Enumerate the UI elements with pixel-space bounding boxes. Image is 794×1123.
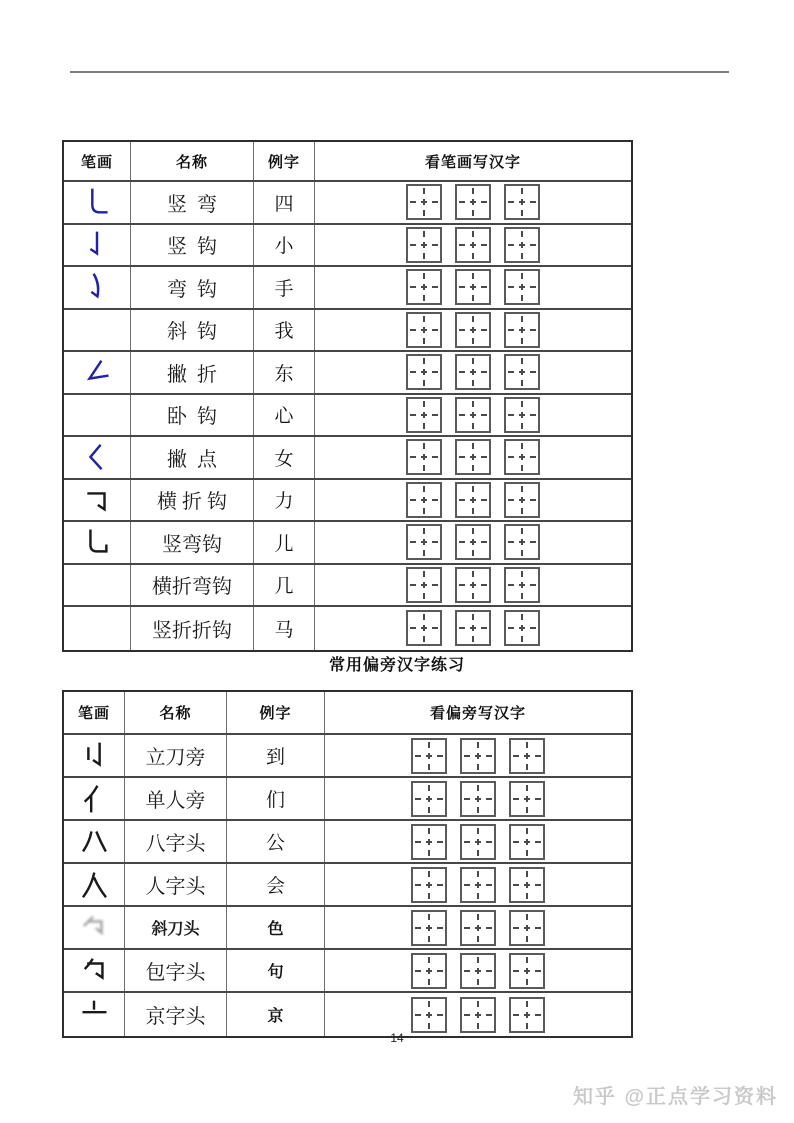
table-row [64, 395, 631, 438]
practice-grid [411, 824, 447, 860]
practice-grid-group [406, 354, 540, 390]
table-row [64, 864, 631, 907]
practice-grid [504, 312, 540, 348]
practice-grid [460, 824, 496, 860]
practice-grid [460, 910, 496, 946]
practice-grid-group [411, 738, 545, 774]
jing-stroke-icon [79, 1000, 109, 1030]
table-row [64, 267, 631, 310]
practice-grid [455, 439, 491, 475]
practice-grid [509, 953, 545, 989]
stroke-practice-table [62, 140, 633, 652]
practice-cell [325, 950, 631, 991]
stroke-cell [64, 821, 125, 862]
practice-grid [406, 354, 442, 390]
example-char: 儿 [254, 522, 315, 563]
practice-grid [411, 997, 447, 1033]
practice-grid [455, 354, 491, 390]
column-header-example: 例字 [227, 692, 325, 733]
practice-grid-group [406, 397, 540, 433]
stroke-cell [64, 182, 131, 223]
practice-grid [504, 610, 540, 646]
stroke-cell [64, 352, 131, 393]
stroke-cell [64, 993, 125, 1036]
practice-grid [411, 781, 447, 817]
example-char: 手 [254, 267, 315, 308]
practice-grid [455, 524, 491, 560]
practice-grid-group [406, 567, 540, 603]
practice-grid [406, 397, 442, 433]
example-char: 马 [254, 607, 315, 650]
table-row [64, 310, 631, 353]
stroke-name: 斜 钩 [131, 310, 254, 351]
stroke-cell [64, 778, 125, 819]
practice-grid-group [406, 269, 540, 305]
column-header-stroke: 笔画 [64, 692, 125, 733]
practice-grid-group [406, 482, 540, 518]
stroke-name: 竖 钩 [131, 225, 254, 266]
example-char: 力 [254, 480, 315, 521]
practice-grid [406, 610, 442, 646]
practice-grid [406, 567, 442, 603]
practice-grid [509, 910, 545, 946]
practice-grid [406, 439, 442, 475]
practice-grid-group [411, 824, 545, 860]
stroke-cell [64, 735, 125, 776]
shu-gou-stroke-icon [82, 230, 112, 260]
example-char: 女 [254, 437, 315, 478]
column-header-practice: 看偏旁写汉字 [325, 692, 631, 733]
practice-grid [460, 867, 496, 903]
practice-grid [509, 997, 545, 1033]
example-char: 们 [227, 778, 325, 819]
practice-cell [315, 395, 631, 436]
column-header-practice: 看笔画写汉字 [315, 142, 631, 180]
stroke-name: 竖折折钩 [131, 607, 254, 650]
stroke-name: 撇 折 [131, 352, 254, 393]
example-char: 句 [227, 950, 325, 991]
stroke-cell [64, 310, 131, 351]
practice-cell [315, 437, 631, 478]
practice-cell [325, 735, 631, 776]
watermark: 知乎 @正点学习资料 [572, 1086, 778, 1108]
practice-grid [504, 269, 540, 305]
table-row [64, 225, 631, 268]
practice-cell [325, 821, 631, 862]
practice-grid [406, 184, 442, 220]
practice-grid-group [406, 184, 540, 220]
practice-cell [315, 522, 631, 563]
practice-grid [406, 227, 442, 263]
column-header-name: 名称 [125, 692, 227, 733]
stroke-name: 弯 钩 [131, 267, 254, 308]
practice-grid-group [406, 610, 540, 646]
stroke-cell [64, 522, 131, 563]
stroke-name: 撇 点 [131, 437, 254, 478]
table-row [64, 522, 631, 565]
table-row [64, 565, 631, 608]
stroke-cell [64, 437, 131, 478]
practice-grid [455, 567, 491, 603]
practice-cell [325, 993, 631, 1036]
xie-dao-stroke-icon [79, 913, 109, 943]
stroke-name: 横 折 钩 [131, 480, 254, 521]
practice-cell [315, 182, 631, 223]
practice-cell [315, 225, 631, 266]
practice-grid [455, 227, 491, 263]
practice-grid [455, 610, 491, 646]
stroke-cell [64, 480, 131, 521]
practice-grid [460, 781, 496, 817]
section-title: 常用偏旁汉字练习 [328, 657, 465, 674]
practice-grid-group [411, 953, 545, 989]
practice-grid [411, 953, 447, 989]
example-char: 到 [227, 735, 325, 776]
ren-stroke-icon [79, 870, 109, 900]
practice-grid [406, 482, 442, 518]
practice-grid [455, 482, 491, 518]
practice-cell [315, 565, 631, 606]
example-char: 四 [254, 182, 315, 223]
table-row [64, 182, 631, 225]
practice-grid [509, 824, 545, 860]
example-char: 公 [227, 821, 325, 862]
practice-grid [504, 439, 540, 475]
stroke-name: 横折弯钩 [131, 565, 254, 606]
practice-grid [504, 524, 540, 560]
table1-header-row [64, 142, 631, 182]
practice-grid [504, 567, 540, 603]
stroke-cell [64, 395, 131, 436]
column-header-example: 例字 [254, 142, 315, 180]
example-char: 会 [227, 864, 325, 905]
practice-grid [455, 184, 491, 220]
stroke-name: 竖 弯 [131, 182, 254, 223]
practice-grid-group [406, 312, 540, 348]
practice-grid-group [406, 439, 540, 475]
practice-grid-group [411, 910, 545, 946]
ba-stroke-icon [79, 827, 109, 857]
stroke-cell [64, 907, 125, 948]
practice-grid [509, 867, 545, 903]
practice-grid [406, 269, 442, 305]
stroke-cell [64, 950, 125, 991]
dan-ren-stroke-icon [79, 784, 109, 814]
practice-cell [325, 778, 631, 819]
practice-cell [315, 352, 631, 393]
bao-stroke-icon [79, 956, 109, 986]
practice-grid [504, 397, 540, 433]
example-char: 京 [227, 993, 325, 1036]
practice-grid [460, 997, 496, 1033]
table-row [64, 607, 631, 650]
stroke-cell [64, 267, 131, 308]
page-number: 14 [390, 1031, 404, 1045]
practice-grid [455, 397, 491, 433]
table-row [64, 480, 631, 523]
practice-grid-group [411, 867, 545, 903]
stroke-name: 卧 钩 [131, 395, 254, 436]
practice-grid [504, 227, 540, 263]
practice-grid [455, 269, 491, 305]
stroke-name: 竖弯钩 [131, 522, 254, 563]
practice-cell [325, 907, 631, 948]
practice-grid [504, 354, 540, 390]
practice-cell [315, 310, 631, 351]
table-row [64, 778, 631, 821]
practice-grid-group [411, 781, 545, 817]
practice-grid-group [406, 227, 540, 263]
practice-grid [411, 910, 447, 946]
table-row [64, 907, 631, 950]
wan-gou-stroke-icon [82, 272, 112, 302]
pie-zhe-stroke-icon [82, 357, 112, 387]
practice-cell [315, 480, 631, 521]
column-header-name: 名称 [131, 142, 254, 180]
table-row [64, 993, 631, 1036]
example-char: 色 [227, 907, 325, 948]
practice-grid [455, 312, 491, 348]
header-rule [70, 71, 729, 73]
practice-grid-group [411, 997, 545, 1033]
stroke-name: 八字头 [125, 821, 227, 862]
practice-grid [411, 738, 447, 774]
table-row [64, 735, 631, 778]
shu-wan-gou-stroke-icon [82, 527, 112, 557]
stroke-name: 京字头 [125, 993, 227, 1036]
stroke-cell [64, 565, 131, 606]
practice-cell [315, 267, 631, 308]
example-char: 几 [254, 565, 315, 606]
practice-grid [460, 953, 496, 989]
practice-grid [504, 184, 540, 220]
practice-grid [504, 482, 540, 518]
practice-cell [325, 864, 631, 905]
practice-grid [411, 867, 447, 903]
stroke-name: 包字头 [125, 950, 227, 991]
table-row [64, 352, 631, 395]
stroke-cell [64, 607, 131, 650]
stroke-name: 斜刀头 [125, 907, 227, 948]
radical-practice-table [62, 690, 633, 1038]
example-char: 我 [254, 310, 315, 351]
example-char: 心 [254, 395, 315, 436]
practice-grid [406, 524, 442, 560]
practice-cell [315, 607, 631, 650]
stroke-name: 人字头 [125, 864, 227, 905]
stroke-cell [64, 225, 131, 266]
practice-grid [509, 738, 545, 774]
heng-zhe-gou-stroke-icon [82, 485, 112, 515]
column-header-stroke: 笔画 [64, 142, 131, 180]
practice-grid [509, 781, 545, 817]
table-row [64, 437, 631, 480]
practice-grid-group [406, 524, 540, 560]
table2-header-row [64, 692, 631, 735]
example-char: 小 [254, 225, 315, 266]
practice-grid [406, 312, 442, 348]
practice-grid [460, 738, 496, 774]
example-char: 东 [254, 352, 315, 393]
pie-dian-stroke-icon [82, 442, 112, 472]
li-dao-stroke-icon [79, 741, 109, 771]
table-row [64, 950, 631, 993]
table-row [64, 821, 631, 864]
stroke-cell [64, 864, 125, 905]
shu-wan-stroke-icon [82, 187, 112, 217]
stroke-name: 单人旁 [125, 778, 227, 819]
stroke-name: 立刀旁 [125, 735, 227, 776]
